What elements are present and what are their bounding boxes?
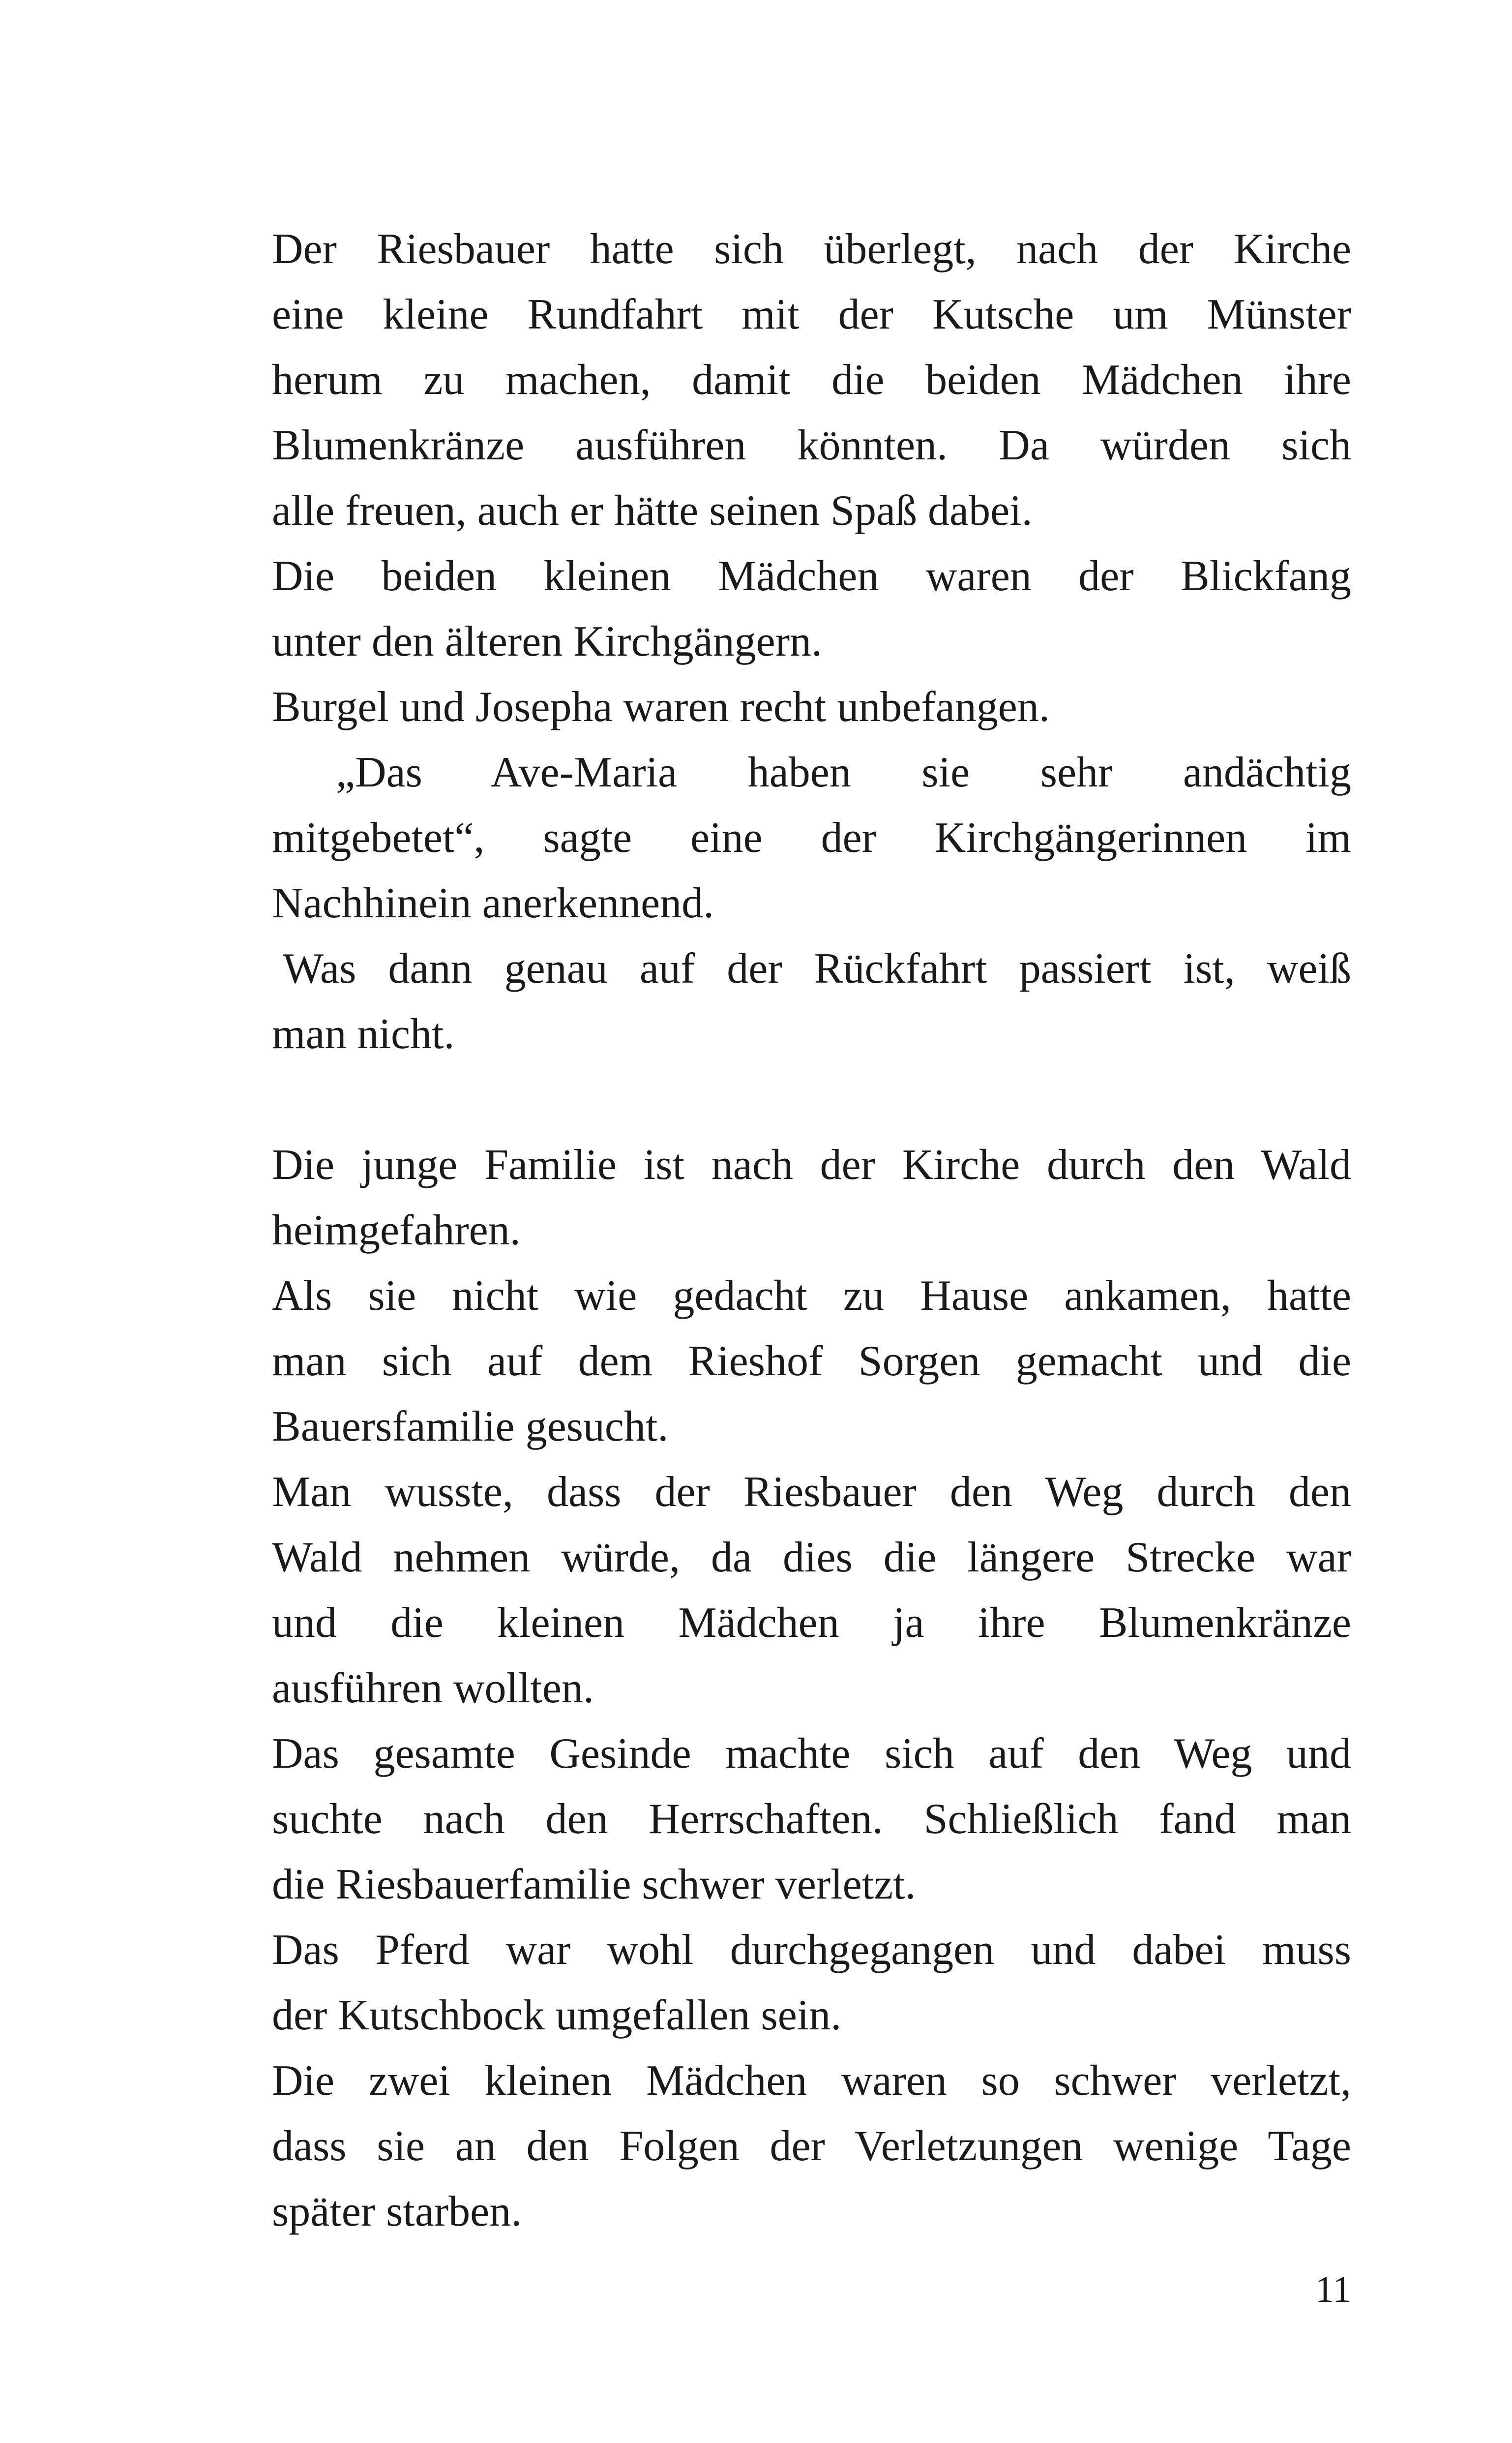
text-line: Die zwei kleinen Mädchen waren so schwer verletzt, — [272, 2057, 1351, 2105]
text-line: dass sie an den Folgen der Verletzungen wenige Tage — [272, 2122, 1351, 2170]
text-line: Nachhinein anerkennend. — [272, 879, 714, 927]
text-line: Das Pferd war wohl durchgegangen und dabei muss — [272, 1926, 1351, 1974]
text-line: mitgebetet“, sagte eine der Kirchgängerinnen im — [272, 814, 1351, 862]
text-line: Bauersfamilie gesucht. — [272, 1403, 669, 1450]
text-line: „Das Ave-Maria haben sie sehr andächtig — [336, 749, 1351, 796]
text-line: man nicht. — [272, 1010, 455, 1058]
text-line: Blumenkränze ausführen könnten. Da würden sich — [272, 422, 1351, 469]
text-line: die Riesbauerfamilie schwer verletzt. — [272, 1861, 916, 1908]
text-line: Das gesamte Gesinde machte sich auf den Weg und — [272, 1730, 1351, 1778]
text-line: Was dann genau auf der Rückfahrt passiert ist, weiß — [283, 945, 1351, 993]
text-line: Die junge Familie ist nach der Kirche durch den Wald — [272, 1141, 1351, 1189]
text-line: unter den älteren Kirchgängern. — [272, 618, 823, 665]
text-line: ausführen wollten. — [272, 1664, 594, 1712]
text-line: Die beiden kleinen Mädchen waren der Blickfang — [272, 552, 1351, 600]
text-line: Burgel und Josepha waren recht unbefangen. — [272, 683, 1050, 731]
body-text — [272, 216, 1351, 2244]
text-line: heimgefahren. — [272, 1206, 521, 1254]
text-line: herum zu machen, damit die beiden Mädchen ihre — [272, 356, 1351, 404]
text-line: alle freuen, auch er hätte seinen Spaß dabei. — [272, 487, 1033, 535]
text-line: suchte nach den Herrschaften. Schließlich fand man — [272, 1795, 1351, 1843]
text-line: Wald nehmen würde, da dies die längere Strecke war — [272, 1534, 1351, 1581]
paragraph-gap — [272, 1067, 1351, 1132]
text-line: später starben. — [272, 2188, 522, 2235]
text-line: Man wusste, dass der Riesbauer den Weg durch den — [272, 1468, 1351, 1516]
text-line: man sich auf dem Rieshof Sorgen gemacht und die — [272, 1337, 1351, 1385]
text-line: eine kleine Rundfahrt mit der Kutsche um Münster — [272, 291, 1351, 338]
text-line: der Kutschbock umgefallen sein. — [272, 1991, 842, 2039]
text-line: Der Riesbauer hatte sich überlegt, nach der Kirche — [272, 225, 1351, 273]
text-line: und die kleinen Mädchen ja ihre Blumenkränze — [272, 1599, 1351, 1647]
text-line: Als sie nicht wie gedacht zu Hause ankamen, hatte — [272, 1272, 1351, 1320]
page-number: 11 — [1315, 2269, 1351, 2310]
